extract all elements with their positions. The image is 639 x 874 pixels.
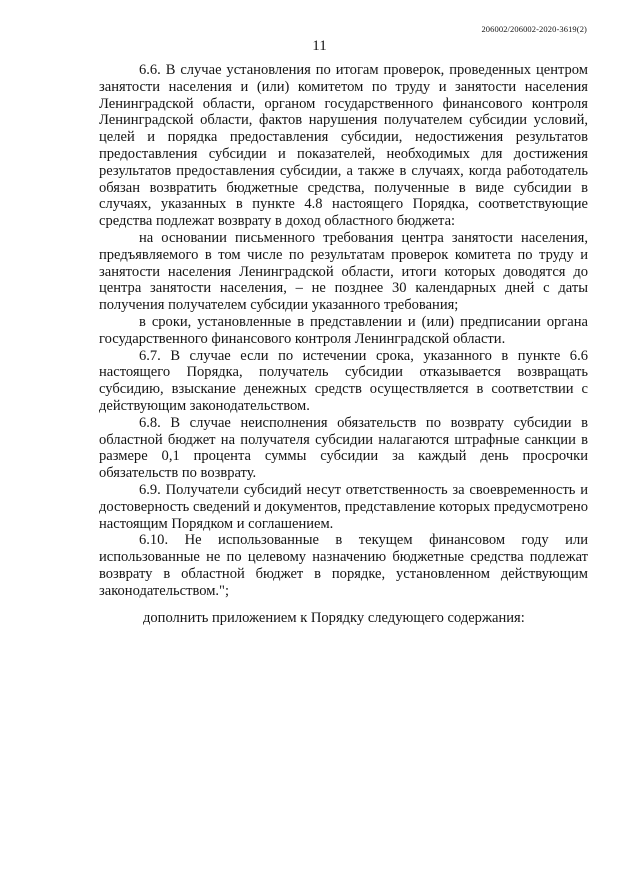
paragraph-6-9: 6.9. Получатели субсидий несут ответственность за своевременность и достоверность сведений и документов, представление которых предусмотрено настоящим Порядком и соглашением.: [99, 481, 588, 532]
paragraph-6-6-item-1: на основании письменного требования центра занятости населения, предъявляемого в том числе по результатам проверок комитета по труду и занятости населения Ленинградской области, итоги которых доводятся до центра занятости населения, – не позднее 30 календарных дней с даты получения получателем субсидии указанного требования;: [99, 229, 588, 314]
paragraph-6-8: 6.8. В случае неисполнения обязательств по возврату субсидии в областной бюджет на получателя субсидии налагаются штрафные санкции в размере 0,1 процента суммы субсидии за каждый день просрочки обязательств по возврату.: [99, 414, 588, 482]
paragraph-6-6: 6.6. В случае установления по итогам проверок, проведенных центром занятости населения и (или) комитетом по труду и занятости населения Ленинградской области, органом государственного финансового контроля Ленинградской области, фактов нарушения получателем субсидии условий, целей и порядка предоставления субсидии, недостижения результатов предоставления субсидии и показателей, необходимых для достижения результатов предоставления субсидии, а также в случаях, когда работодатель обязан возвратить бюджетные средства, полученные в виде субсидии в случаях, указанных в пункте 4.8 настоящего Порядка, соответствующие средства подлежат возврату в доход областного бюджета:: [99, 62, 588, 230]
paragraph-6-7: 6.7. В случае если по истечении срока, указанного в пункте 6.6 настоящего Порядка, получатель субсидии отказывается возвращать субсидию, взыскание денежных средств осуществляется в соответствии с действующим законодательством.: [99, 347, 588, 414]
document-body: [99, 62, 588, 626]
page-number: 11: [312, 38, 327, 54]
paragraph-6-6-item-2: в сроки, установленные в представлении и (или) предписании органа государственного финансового контроля Ленинградской области.: [99, 313, 588, 347]
paragraph-6-10: 6.10. Не использованные в текущем финансовом году или использованные не по целевому назначению бюджетные средства подлежат возврату в областной бюджет в порядке, установленном действующим законодательством.";: [99, 532, 588, 599]
document-id: 206002/206002-2020-3619(2): [481, 24, 587, 34]
closing-line: дополнить приложением к Порядку следующего содержания:: [143, 609, 525, 626]
